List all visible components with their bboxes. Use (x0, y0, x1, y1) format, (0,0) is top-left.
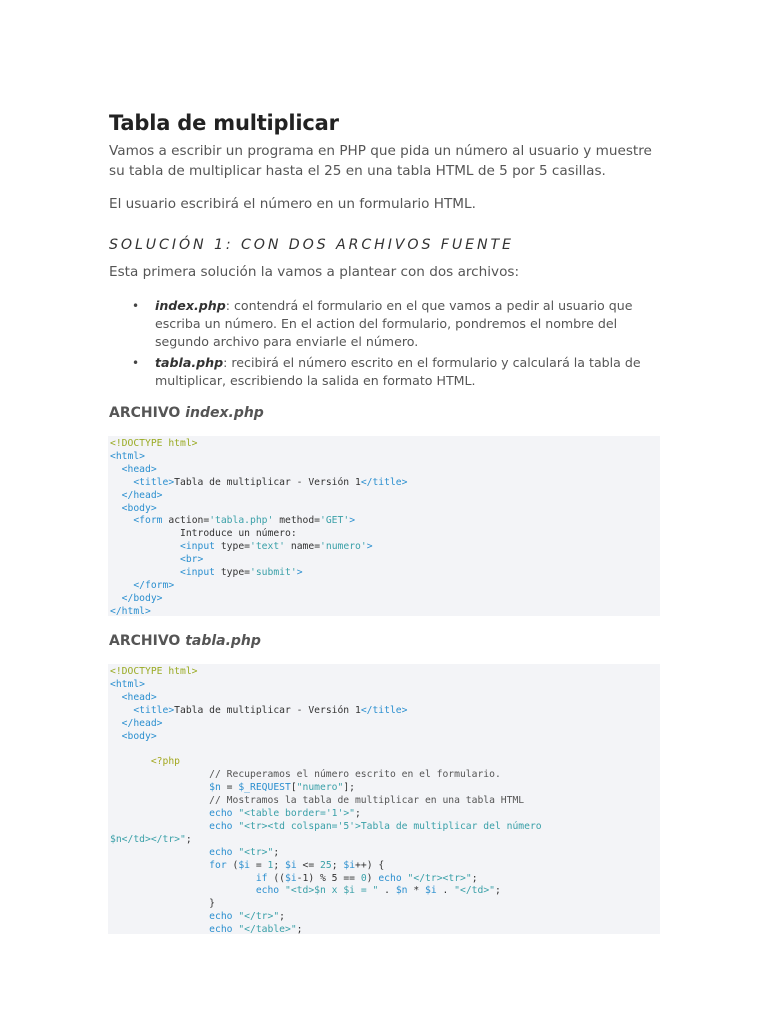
intro-line-2: su tabla de multiplicar hasta el 25 en una tabla HTML de 5 por 5 casillas. (109, 163, 606, 179)
list-item-text: : recibirá el número escrito en el formulario y calculará la tabla de (223, 355, 641, 370)
list-item (129, 354, 669, 390)
solution-intro: Esta primera solución la vamos a plantear con dos archivos: (109, 264, 520, 280)
list-item-text: : contendrá el formulario en el que vamos a pedir al usuario que (225, 298, 633, 313)
list-item-text: segundo archivo para enviarle el número. (155, 334, 419, 349)
intro-line-1: Vamos a escribir un programa en PHP que pida un número al usuario y muestre (109, 143, 652, 159)
intro-paragraph-2: El usuario escribirá el número en un formulario HTML. (109, 196, 476, 212)
solution-heading: SOLUCIÓN 1: CON DOS ARCHIVOS FUENTE (109, 237, 514, 253)
file-heading-name: tabla.php (185, 633, 261, 649)
bullet-icon: • (132, 299, 140, 313)
code-block-index: <!DOCTYPE html> <html> <head> <title>Tabla de multiplicar - Versión 1</title> </head> <body> <form action='tabla.php' method='GET'> Introduce un número: <input type='text' name='numero'> <br> <input type='submit'> </form> </body> </html> (108, 436, 660, 616)
file-list (129, 297, 669, 393)
page-title: Tabla de multiplicar (109, 111, 339, 135)
file-heading-label: ARCHIVO (109, 405, 181, 421)
list-item (129, 297, 669, 351)
file-name: tabla.php (155, 355, 224, 370)
code-block-tabla: <!DOCTYPE html> <html> <head> <title>Tabla de multiplicar - Versión 1</title> </head> <body> <?php // Recuperamos el número escrito en el formulario. $n = $_REQUEST["numero"]; // Mostramos la tabla de multiplicar en una tabla HTML echo "<table border='1'>"; echo "<tr><td colspan='5'>Tabla de multiplicar del número $n</td></tr>"; echo "<tr>"; for ($i = 1; $i <= 25; $i++) { if (($i-1) % 5 == 0) echo "</tr><tr>"; echo "<td>$n x $i = " . $n * $i . "</td>"; } echo "</tr>"; echo "</table>"; (108, 664, 660, 934)
file-heading-tabla (109, 633, 261, 649)
file-heading-name: index.php (185, 405, 264, 421)
bullet-icon: • (132, 356, 140, 370)
file-heading-index (109, 405, 264, 421)
file-heading-label: ARCHIVO (109, 633, 181, 649)
list-item-text: multiplicar, escribiendo la salida en formato HTML. (155, 373, 476, 388)
list-item-text: escriba un número. En el action del formulario, pondremos el nombre del (155, 316, 618, 331)
file-name: index.php (155, 298, 226, 313)
